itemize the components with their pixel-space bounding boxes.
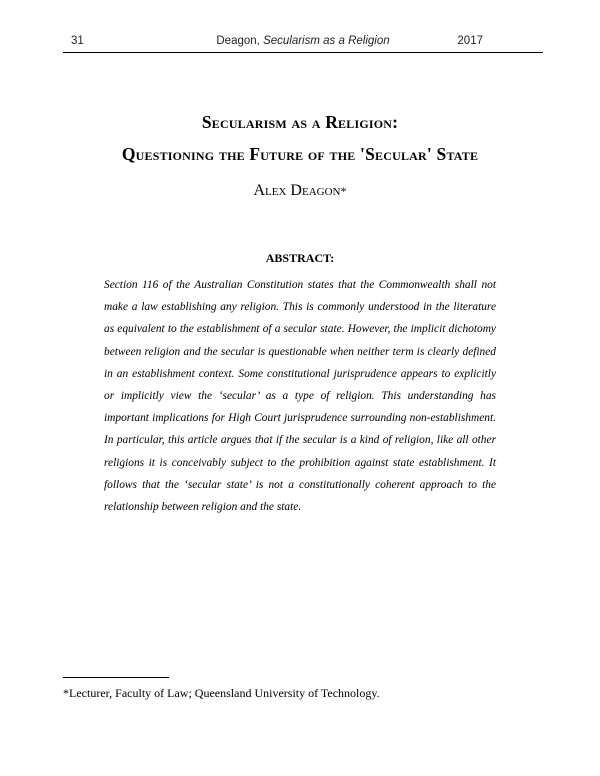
abstract-text: Section 116 of the Australian Constitution states that the Commonwealth shall not make a law establishing any religion. This is commonly understood in the literature as equivalent to the establishment of a secular state. However, the implicit dichotomy between religion and the secular is questionable when neither term is clearly defined in an establishment context. Some constitutional jurisprudence appears to explicitly or implicitly view the ‘secular’ as a type of religion. This understanding has important implications for High Court jurisprudence surrounding non-establishment. In particular, this article argues that if the secular is a kind of religion, like all other religions it is conceivably subject to the prohibition against state establishment. It follows that the ‘secular state’ is not a constitutionally coherent approach to the relationship between religion and the state.	[104, 279, 496, 514]
footnote: *Lecturer, Faculty of Law; Queensland University of Technology.	[63, 686, 380, 700]
page-number: 31	[71, 35, 84, 47]
running-journal-title: Secularism as a Religion	[263, 35, 390, 47]
author-footnote-marker: *	[340, 184, 347, 198]
publication-year: 2017	[457, 35, 483, 47]
article-title-line-1: Secularism as a Religion:	[201, 112, 399, 132]
abstract-heading: ABSTRACT:	[265, 251, 335, 265]
running-author: Deagon,	[216, 35, 264, 47]
footnote-rule	[63, 677, 169, 678]
header-rule	[63, 52, 543, 53]
running-header	[63, 35, 543, 51]
article-author	[0, 182, 600, 200]
author-name: Alex Deagon	[253, 182, 341, 199]
article-title-line-2: Questioning the Future of the 'Secular' State	[121, 144, 479, 164]
